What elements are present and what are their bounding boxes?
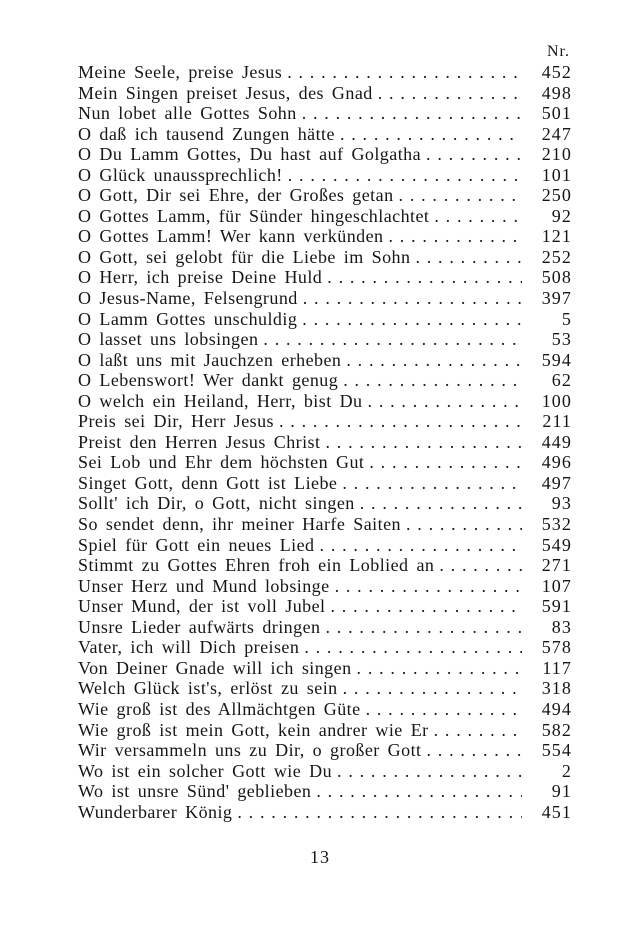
index-entry — [78, 370, 572, 391]
hymn-title: Spiel für Gott ein neues Lied — [78, 534, 315, 555]
hymn-title: Meine Seele, preise Jesus — [78, 62, 283, 82]
hymn-title: O Lamm Gottes unschuldig — [78, 308, 298, 329]
index-entry — [78, 658, 572, 679]
dot-leader — [327, 267, 522, 288]
index-entry — [78, 740, 572, 761]
dot-leader — [304, 637, 522, 658]
hymn-title: O Glück unaussprechlich! — [78, 164, 283, 185]
dot-leader — [325, 617, 522, 638]
hymn-number: 508 — [541, 267, 572, 288]
dot-leader — [368, 391, 522, 412]
hymn-number: 271 — [541, 555, 572, 576]
hymn-number: 210 — [541, 144, 572, 165]
dot-leader — [288, 165, 522, 186]
hymn-title: Wie groß ist des Allmächtgen Güte — [78, 698, 361, 719]
dot-leader — [263, 329, 522, 350]
index-entry — [78, 761, 572, 782]
dot-leader — [346, 350, 522, 371]
index-entry — [78, 103, 572, 124]
index-entry — [78, 165, 572, 186]
hymn-number: 117 — [542, 657, 572, 678]
hymn-number: 452 — [541, 62, 572, 82]
index-entry — [78, 596, 572, 617]
index-entry — [78, 576, 572, 597]
dot-leader — [360, 493, 522, 514]
dot-leader — [415, 247, 522, 268]
hymn-number: 591 — [541, 596, 572, 617]
number-column-header: Nr. — [547, 43, 570, 60]
hymn-number: 318 — [541, 678, 572, 699]
hymn-title: Von Deiner Gnade will ich singen — [78, 657, 352, 678]
hymn-number: 449 — [541, 431, 572, 452]
hymn-title: Preis sei Dir, Herr Jesus — [78, 411, 274, 432]
dot-leader — [343, 370, 522, 391]
hymn-number: 247 — [541, 123, 572, 144]
hymn-number: 549 — [541, 534, 572, 555]
hymn-title: O laßt uns mit Jauchzen erheben — [78, 349, 342, 370]
hymn-title: Wir versammeln uns zu Dir, o großer Gott — [78, 740, 422, 761]
hymn-number: 497 — [541, 472, 572, 493]
dot-leader — [426, 740, 522, 761]
index-entry — [78, 678, 572, 699]
dot-leader — [343, 678, 522, 699]
index-entry — [78, 124, 572, 145]
hymn-number: 532 — [541, 514, 572, 535]
hymn-number: 498 — [541, 82, 572, 103]
hymn-number: 5 — [561, 308, 572, 329]
hymn-number: 451 — [541, 801, 572, 822]
hymn-number: 83 — [551, 616, 572, 637]
dot-leader — [303, 288, 522, 309]
hymn-title: So sendet denn, ihr meiner Harfe Saiten — [78, 514, 401, 535]
index-entry — [78, 267, 572, 288]
dot-leader — [426, 144, 522, 165]
dot-leader — [316, 781, 522, 802]
dot-leader — [434, 720, 522, 741]
hymn-title: O Gottes Lamm! Wer kann verkünden — [78, 226, 384, 247]
index-entry — [78, 699, 572, 720]
hymn-title: Nun lobet alle Gottes Sohn — [78, 103, 297, 124]
hymn-title: Singet Gott, denn Gott ist Liebe — [78, 472, 338, 493]
hymn-number: 107 — [541, 575, 572, 596]
hymn-title: Preist den Herren Jesus Christ — [78, 431, 321, 452]
dot-leader — [237, 802, 522, 823]
index-entry — [78, 247, 572, 268]
hymn-number: 93 — [551, 493, 572, 514]
hymn-title: O Herr, ich preise Deine Huld — [78, 267, 323, 288]
index-entry — [78, 226, 572, 247]
hymn-number: 594 — [541, 349, 572, 370]
index-entry — [78, 781, 572, 802]
hymn-title: Vater, ich will Dich preisen — [78, 637, 300, 658]
hymn-title: Sollt' ich Dir, o Gott, nicht singen — [78, 493, 355, 514]
hymn-number: 582 — [541, 719, 572, 740]
hymn-number: 397 — [541, 288, 572, 309]
dot-leader — [287, 62, 522, 83]
dot-leader — [330, 596, 522, 617]
hymn-title: Welch Glück ist's, erlöst zu sein — [78, 678, 338, 699]
hymn-title: Wo ist unsre Sünd' geblieben — [78, 781, 312, 802]
hymn-number: 53 — [551, 329, 572, 350]
hymn-title: Wo ist ein solcher Gott wie Du — [78, 760, 333, 781]
hymn-title: Unser Mund, der ist voll Jubel — [78, 596, 326, 617]
dot-leader — [335, 576, 522, 597]
hymn-number: 92 — [551, 205, 572, 226]
dot-leader — [399, 185, 522, 206]
index-entry — [78, 637, 572, 658]
index-entry — [78, 473, 572, 494]
dot-leader — [439, 555, 522, 576]
dot-leader — [320, 535, 522, 556]
hymn-number: 121 — [541, 226, 572, 247]
hymn-number: 91 — [551, 781, 572, 802]
index-entry — [78, 144, 572, 165]
index-entry — [78, 802, 572, 823]
index-entry — [78, 62, 572, 83]
hymn-number: 100 — [541, 390, 572, 411]
hymn-title: O lasset uns lobsingen — [78, 329, 259, 350]
dot-leader — [406, 514, 522, 535]
hymn-number: 252 — [541, 246, 572, 267]
dot-leader — [357, 658, 522, 679]
dot-leader — [434, 206, 522, 227]
dot-leader — [302, 309, 522, 330]
hymn-title: Sei Lob und Ehr dem höchsten Gut — [78, 452, 365, 473]
index-entry — [78, 452, 572, 473]
dot-leader — [366, 699, 522, 720]
hymn-number: 496 — [541, 452, 572, 473]
index-entry — [78, 411, 572, 432]
dot-leader — [378, 83, 522, 104]
index-entry — [78, 720, 572, 741]
index-entry — [78, 350, 572, 371]
index-entry — [78, 391, 572, 412]
dot-leader — [369, 452, 522, 473]
index-entry — [78, 432, 572, 453]
index-entry — [78, 309, 572, 330]
hymn-title: Wunderbarer König — [78, 801, 233, 822]
index-entry — [78, 555, 572, 576]
hymn-title: Unser Herz und Mund lobsinge — [78, 575, 330, 596]
index-entry — [78, 288, 572, 309]
hymn-title: Unsre Lieder aufwärts dringen — [78, 616, 321, 637]
index-entry — [78, 329, 572, 350]
hymn-title: O Du Lamm Gottes, Du hast auf Golgatha — [78, 144, 422, 165]
dot-leader — [325, 432, 522, 453]
hymn-number: 501 — [541, 103, 572, 124]
index-entry — [78, 206, 572, 227]
hymn-title: O Gottes Lamm, für Sünder hingeschlachtet — [78, 205, 430, 226]
dot-leader — [279, 411, 522, 432]
hymn-title: O Gott, sei gelobt für die Liebe im Sohn — [78, 246, 411, 267]
hymn-index-content — [78, 42, 572, 822]
hymn-number: 62 — [551, 370, 572, 391]
hymn-title: Wie groß ist mein Gott, kein andrer wie Er — [78, 719, 429, 740]
index-entry — [78, 83, 572, 104]
dot-leader — [337, 761, 522, 782]
index-entry — [78, 535, 572, 556]
hymn-title: O Gott, Dir sei Ehre, der Großes getan — [78, 185, 394, 206]
hymn-title: Stimmt zu Gottes Ehren froh ein Loblied an — [78, 555, 435, 576]
hymn-title: O daß ich tausend Zungen hätte — [78, 123, 335, 144]
hymn-title: Mein Singen preiset Jesus, des Gnad — [78, 82, 373, 103]
dot-leader — [389, 226, 523, 247]
hymn-number: 250 — [541, 185, 572, 206]
hymn-title: O welch ein Heiland, Herr, bist Du — [78, 390, 363, 411]
hymn-number: 211 — [542, 411, 572, 432]
index-entry — [78, 617, 572, 638]
hymn-number: 494 — [541, 698, 572, 719]
hymn-number: 554 — [541, 740, 572, 761]
hymn-number: 101 — [541, 164, 572, 185]
hymn-number: 2 — [561, 760, 572, 781]
hymn-index-list — [78, 62, 572, 822]
index-entry — [78, 185, 572, 206]
index-entry — [78, 514, 572, 535]
index-entry — [78, 493, 572, 514]
dot-leader — [302, 103, 522, 124]
hymn-title: O Jesus-Name, Felsengrund — [78, 288, 298, 309]
page-number: 13 — [310, 847, 330, 867]
hymn-number: 578 — [541, 637, 572, 658]
dot-leader — [340, 124, 522, 145]
dot-leader — [342, 473, 522, 494]
hymn-title: O Lebenswort! Wer dankt genug — [78, 370, 339, 391]
